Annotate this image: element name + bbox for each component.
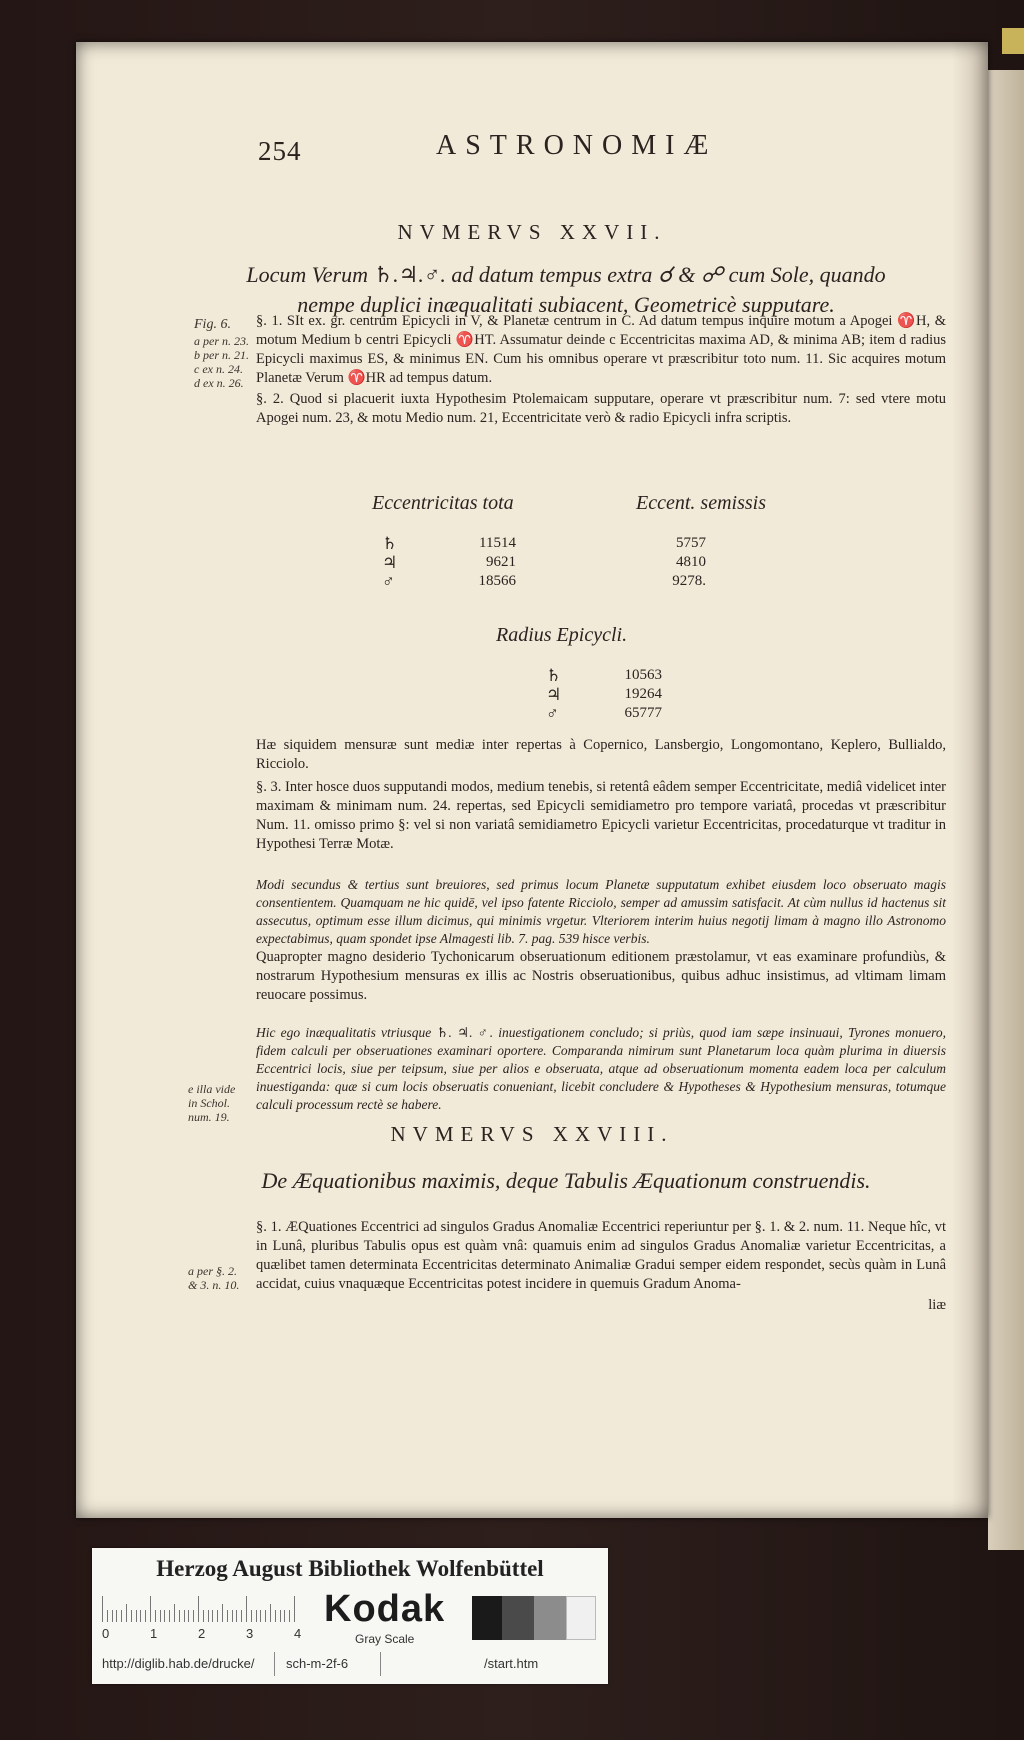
url-start: /start.htm <box>484 1656 539 1671</box>
ruler-tick <box>179 1610 180 1622</box>
ruler-tick <box>289 1610 290 1622</box>
library-scan-card <box>92 1548 608 1684</box>
ruler-tick <box>164 1610 165 1622</box>
ruler-tick <box>203 1610 204 1622</box>
footer-divider <box>274 1652 275 1676</box>
section-subtitle-28: De Æquationibus maximis, deque Tabulis Æquationum construendis. <box>261 1168 871 1193</box>
ruler-tick <box>112 1610 113 1622</box>
ruler-tick <box>260 1610 261 1622</box>
table-header-eccentricitas-tota: Eccentricitas tota <box>372 492 514 514</box>
ruler-tick <box>222 1604 223 1622</box>
planet-saturn-symbol: ♄ <box>382 534 398 553</box>
ruler-tick <box>265 1610 266 1622</box>
ruler-tick <box>232 1610 233 1622</box>
margin-note: c ex n. 24. <box>194 362 243 376</box>
gray-scale-caption: Gray Scale <box>355 1632 415 1646</box>
table-header-radius-epicycli: Radius Epicycli. <box>496 624 628 646</box>
ruler-tick <box>116 1610 117 1622</box>
table-cell: 9621 <box>486 554 516 570</box>
paragraph-4: §. 3. Inter hosce duos supputandi modos, medium tenebis, si retentâ eâdem semper Eccentricitate, mediâ videlicet inter maximam & minimam num. 24. repertas, sed Epicycli semidiametro pro tempore variatâ, procedas vt præscribitur Num. 11. omisso primo §: vel si non variatâ semidiametro Epicycli varietur Eccentricitas, procedaturque vt traditur in Hypothesi Terræ Motæ. <box>256 779 946 852</box>
ruler-tick <box>126 1604 127 1622</box>
section-title-27: NVMERVS XXVII. <box>397 220 667 244</box>
next-page-edge <box>988 70 1024 1550</box>
margin-notes-27b <box>188 1082 252 1124</box>
ruler-tick <box>107 1610 108 1622</box>
ruler-tick <box>241 1610 242 1622</box>
margin-note: Fig. 6. <box>194 317 231 332</box>
ruler-tick <box>246 1596 247 1622</box>
planet-mars-symbol: ♂ <box>546 704 559 723</box>
ruler-tick <box>193 1610 194 1622</box>
page-header <box>76 124 988 164</box>
gray-swatch-dark <box>502 1596 534 1640</box>
ruler-tick <box>136 1610 137 1622</box>
eccentricitas-tota-values <box>456 534 516 591</box>
ruler-tick <box>198 1596 199 1622</box>
ruler-tick <box>256 1610 257 1622</box>
ruler-number: 0 <box>102 1626 110 1641</box>
ruler-scale <box>102 1592 302 1622</box>
ruler-tick <box>169 1610 170 1622</box>
margin-note: d ex n. 26. <box>194 376 244 390</box>
page-gutter-shadow <box>952 42 988 1518</box>
paragraph-2: §. 2. Quod si placuerit iuxta Hypothesim Ptolemaicam supputare, operare vt præscribitur num. 7: sed vtere motu Apogei num. 23, & motu Medio num. 21, Eccentricitate verò & radio Epicycli infra scriptis. <box>256 391 946 426</box>
planet-symbol-column-2 <box>546 666 561 723</box>
table-cell: 65777 <box>624 705 662 721</box>
margin-note: num. 19. <box>188 1110 230 1124</box>
ruler-tick <box>284 1610 285 1622</box>
subtitle-line-2: nempe duplici inæqualitati subiacent, Geometricè supputare. <box>297 292 835 317</box>
subtitle-line-1: Locum Verum ♄.♃.♂. ad datum tempus extra ☌ & ☍ cum Sole, quando <box>246 262 886 287</box>
ruler-tick <box>217 1610 218 1622</box>
margin-note: a per n. 23. <box>194 334 249 348</box>
ruler-tick <box>212 1610 213 1622</box>
book-page <box>76 42 988 1518</box>
ruler-tick <box>121 1610 122 1622</box>
paragraph-5-roman: Quapropter magno desiderio Tychonicarum obseruationum editionem præstolamur, vt eas examinare profundiùs, & nostrarum Hypothesium mensuras ex illis ac Nostris obseruationibus, quibus adhuc insistimus, ad vltimam limam reuocare possimus. <box>256 949 946 1003</box>
url-base: http://diglib.hab.de/drucke/ <box>102 1656 255 1671</box>
planet-symbol-column <box>382 534 397 591</box>
paragraph-5-italic: Modi secundus & tertius sunt breuiores, sed primus locum Planetæ supputatum exhibet eiusdem loco obseruato magis consentientem. Quamquam ne hic quidē, vel ipso fatente Ricciolo, semper ad amussim satisfacit. At cùm nullus id hactenus sit assecutus, optimum esse illum dicimus, qui minimis vrgetur. Vlteriorem interim huius negotij limam à magno illo Astronomo expectabimus, quam spondet ipse Almagesti lib. 7. pag. 539 hisce verbis. <box>256 877 946 946</box>
ruler-tick <box>236 1610 237 1622</box>
table-cell: 10563 <box>624 667 662 683</box>
paragraph-1: §. 1. SIt ex. gr. centrum Epicycli in V, & Planetæ centrum in C. Ad datum tempus inquire motum a Apogei ♈H, & motum Medium b centri Epicycli ♈HT. Assumatur deinde c Eccentricitas maxima AD, & minima AB; item d radius Epicycli maximus ES, & minimus EN. Cum his omnibus operare vt præscribitur toto num. 11. Sic acquires motum Planetæ Verum ♈HR ad tempus datum. <box>256 313 946 386</box>
paragraph-28-1: §. 1. ÆQuationes Eccentrici ad singulos Gradus Anomaliæ Eccentrici reperiuntur per §. 1. & 2. num. 11. Neque hîc, vt in Lunâ, pluribus Tabulis opus est quàm vnâ: quamuis enim ad singulos Gradus Anomaliæ varietur Eccentricitas, a quælibet tamen determinata Eccentricitas determinato Animaliæ Gradui semper eidem respondet, secùs quàm in Lunâ accidat, cuius vnaquæque Eccentricitas potest incidere in quemuis Gradum Anoma- <box>256 1219 946 1292</box>
planet-jupiter-symbol: ♃ <box>382 553 398 572</box>
radius-epicycli-values <box>606 666 662 723</box>
ruler-tick <box>155 1610 156 1622</box>
eccent-semissis-values <box>656 534 706 591</box>
paragraph-3: Hæ siquidem mensuræ sunt mediæ inter repertas à Copernico, Lansbergio, Longomontano, Keplero, Bullialdo, Ricciolo. <box>256 737 946 772</box>
ruler-number: 3 <box>246 1626 254 1641</box>
ruler-tick <box>188 1610 189 1622</box>
table-header-eccent-semissis: Eccent. semissis <box>636 492 766 514</box>
margin-notes-28 <box>188 1264 252 1292</box>
spine-tab <box>1002 28 1024 54</box>
ruler-tick <box>294 1596 295 1622</box>
margin-note: & 3. n. 10. <box>188 1278 240 1292</box>
margin-note: in Schol. <box>188 1096 230 1110</box>
ruler-tick <box>270 1604 271 1622</box>
gray-swatch-white <box>566 1596 596 1640</box>
table-cell: 9278. <box>672 573 706 589</box>
gray-swatch-mid <box>534 1596 566 1640</box>
ruler-tick <box>160 1610 161 1622</box>
table-cell: 5757 <box>676 535 706 551</box>
ruler-tick <box>131 1610 132 1622</box>
ruler-tick <box>102 1596 103 1622</box>
margin-notes-27 <box>194 318 254 390</box>
ruler-tick <box>208 1610 209 1622</box>
running-head: ASTRONOMIÆ <box>436 130 718 161</box>
ruler-tick <box>174 1604 175 1622</box>
ruler-tick <box>145 1610 146 1622</box>
planet-jupiter-symbol: ♃ <box>546 685 562 704</box>
gray-swatch-black <box>472 1596 502 1640</box>
planet-mars-symbol: ♂ <box>382 572 395 591</box>
margin-note: e illa vide <box>188 1082 236 1096</box>
ruler-tick <box>280 1610 281 1622</box>
ruler-number: 4 <box>294 1626 302 1641</box>
table-cell: 18566 <box>478 573 516 589</box>
planet-saturn-symbol: ♄ <box>546 666 562 685</box>
ruler-tick <box>140 1610 141 1622</box>
margin-note: a per §. 2. <box>188 1264 237 1278</box>
table-cell: 4810 <box>676 554 706 570</box>
table-cell: 11514 <box>479 535 516 551</box>
ruler-tick <box>275 1610 276 1622</box>
table-cell: 19264 <box>624 686 662 702</box>
section-title-28: NVMERVS XXVIII. <box>390 1122 674 1146</box>
ruler-tick <box>251 1610 252 1622</box>
kodak-logo: Kodak <box>324 1588 446 1630</box>
paragraph-6-italic: Hic ego inæqualitatis vtriusque ♄. ♃. ♂. inuestigationem concludo; si priùs, quod iam sæpe insinuaui, Tyrones monuero, fidem calculi per obseruationes examinari oportere. Comparanda nimirum sunt Planetarum loca quàm plurima in diuersis Eccentrici locis, siue per teipsum, siue per alios e obseruata, atque ad obseruationum momenta eadem loca per calculum inuestiganda: quæ si cum locis obseruatis conueniant, licebit concludere & Hypotheses & Hypothesium mensuras, totumque calculi processum rectè se habere. <box>256 1025 946 1112</box>
url-item-id: sch-m-2f-6 <box>286 1656 349 1671</box>
ruler-number: 1 <box>150 1626 158 1641</box>
ruler-tick <box>184 1610 185 1622</box>
section-subtitle-27 <box>226 260 906 320</box>
ruler-tick <box>150 1596 151 1622</box>
ruler-number: 2 <box>198 1626 206 1641</box>
ruler-tick <box>227 1610 228 1622</box>
library-name: Herzog August Bibliothek Wolfenbüttel <box>156 1556 544 1581</box>
margin-note: b per n. 21. <box>194 348 249 362</box>
page-number: 254 <box>258 136 302 166</box>
catchword: liæ <box>928 1297 946 1313</box>
footer-divider <box>380 1652 381 1676</box>
